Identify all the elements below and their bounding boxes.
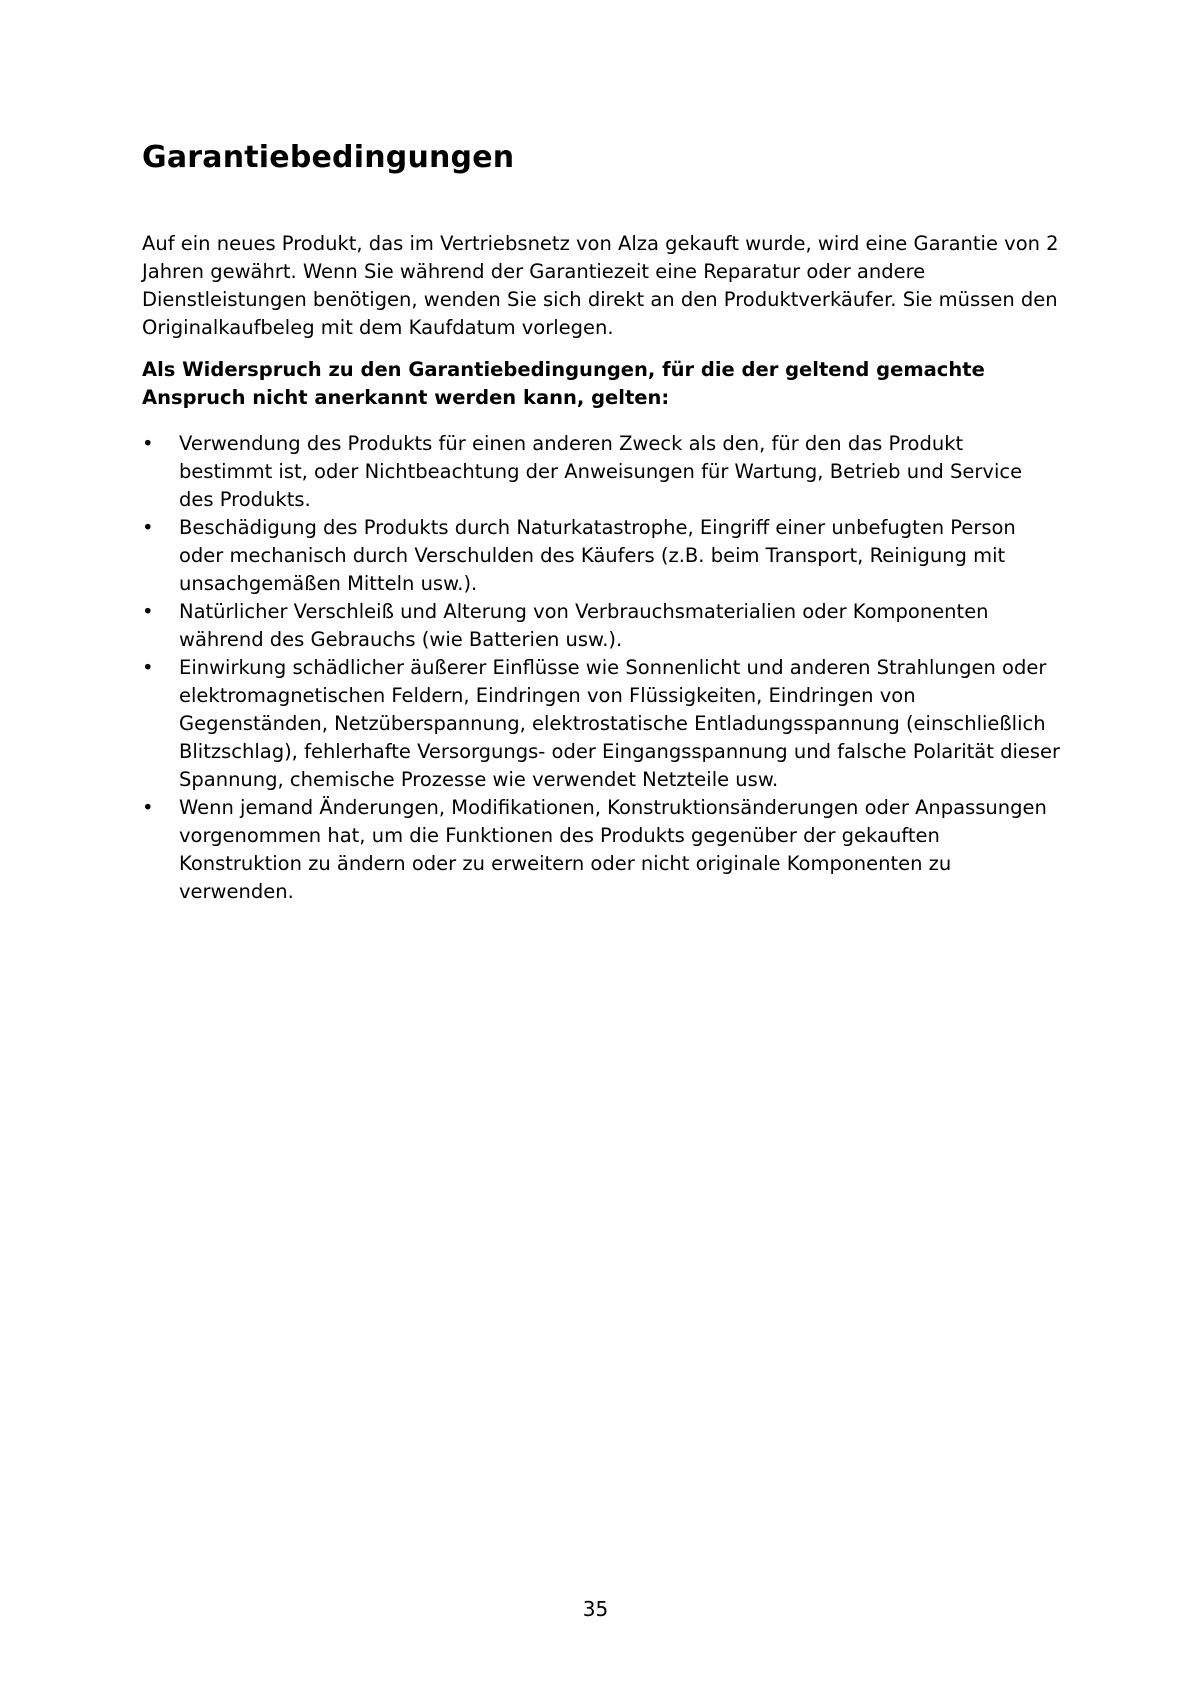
bullet-icon: •: [142, 796, 154, 819]
intro-paragraph: Auf ein neues Produkt, das im Vertriebsnetz von Alza gekauft wurde, wird eine Garantie von 2 Jahren gewährt. Wenn Sie während der Garantiezeit eine Reparatur oder andere Dienstleistungen benötigen, wenden Sie sich direkt an den Produktverkäufer. Sie müssen den Originalkaufbeleg mit dem Kaufdatum vorlegen.: [142, 232, 1059, 339]
bullet-icon: •: [142, 432, 154, 455]
list-item: [142, 430, 1062, 514]
page-title: Garantiebedingungen: [142, 140, 515, 175]
exclusions-heading: Als Widerspruch zu den Garantiebedingungen, für die der geltend gemachte Anspruch nicht anerkannt werden kann, gelten:: [142, 358, 985, 409]
exclusion-list: [142, 430, 1062, 906]
list-item: [142, 794, 1062, 906]
page-content: [142, 138, 1062, 906]
list-item-text: Verwendung des Produkts für einen anderen Zweck als den, für den das Produkt bestimmt ist, oder Nichtbeachtung der Anweisungen für Wartung, Betrieb und Service des Produkts.: [179, 432, 1023, 511]
list-item-text: Einwirkung schädlicher äußerer Einflüsse wie Sonnenlicht und anderen Strahlungen oder elektromagnetischen Feldern, Eindringen von Flüssigkeiten, Eindringen von Gegenständen, Netzüberspannung, elektrostatische Entladungsspannung (einschließlich Blitzschlag), fehlerhafte Versorgungs- oder Eingangsspannung und falsche Polarität dieser Spannung, chemische Prozesse wie verwendet Netzteile usw.: [179, 656, 1061, 791]
bullet-icon: •: [142, 656, 154, 679]
page-number: 35: [582, 1597, 609, 1621]
list-item: [142, 514, 1062, 598]
list-item: [142, 598, 1062, 654]
bullet-icon: •: [142, 600, 154, 623]
list-item-text: Beschädigung des Produkts durch Naturkatastrophe, Eingriff einer unbefugten Person oder mechanisch durch Verschulden des Käufers (z.B. beim Transport, Reinigung mit unsachgemäßen Mitteln usw.).: [179, 516, 1016, 595]
list-item: [142, 654, 1062, 794]
list-item-text: Natürlicher Verschleiß und Alterung von Verbrauchsmaterialien oder Komponenten während des Gebrauchs (wie Batterien usw.).: [179, 600, 989, 651]
bullet-icon: •: [142, 516, 154, 539]
list-item-text: Wenn jemand Änderungen, Modifikationen, Konstruktionsänderungen oder Anpassungen vorgenommen hat, um die Funktionen des Produkts gegenüber der gekauften Konstruktion zu ändern oder zu erweitern oder nicht originale Komponenten zu verwenden.: [179, 796, 1047, 903]
